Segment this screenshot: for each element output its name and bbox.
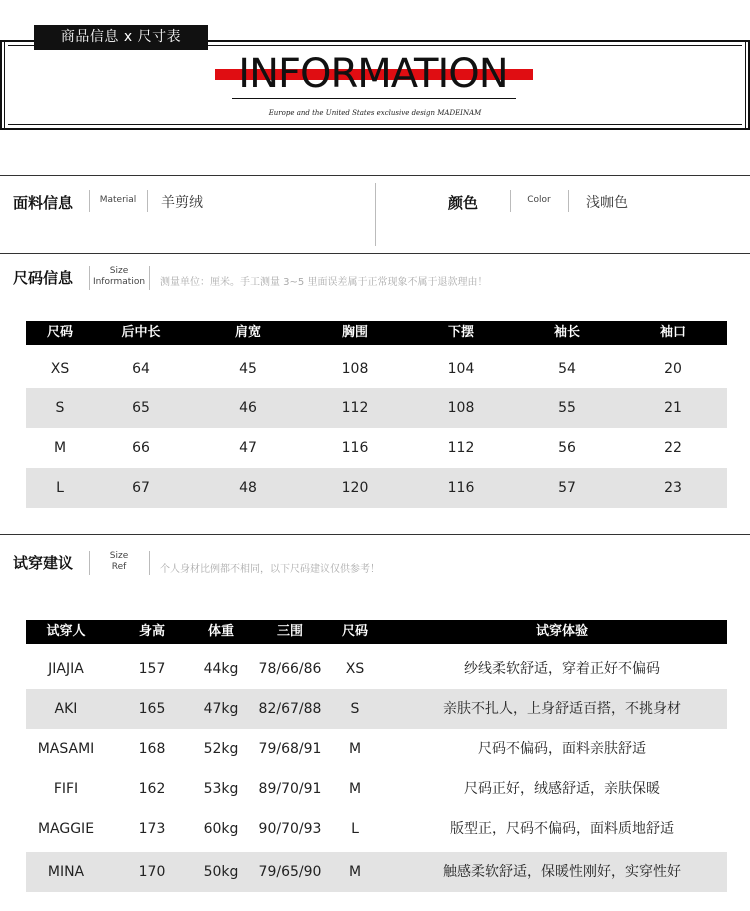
table-header xyxy=(26,321,727,345)
table-cell: S xyxy=(350,701,360,717)
table-cell: 108 xyxy=(341,361,369,377)
table-cell: 触感柔软舒适，保暖性刚好，实穿性好 xyxy=(443,864,681,880)
table-cell: 21 xyxy=(664,400,682,416)
table-cell: 亲肤不扎人，上身舒适百搭，不挑身材 xyxy=(443,701,681,717)
fit-table xyxy=(26,620,727,892)
information-title: INFORMATION xyxy=(238,51,508,97)
table-cell: 116 xyxy=(341,440,369,456)
table-cell: M xyxy=(348,864,362,880)
color-value: 浅咖色 xyxy=(586,195,628,211)
table-row xyxy=(26,349,727,389)
table-cell: 56 xyxy=(558,440,576,456)
table-cell: 48 xyxy=(239,480,257,496)
size-info-label: 尺码信息 xyxy=(13,269,74,287)
header-cell: 袖长 xyxy=(553,325,580,340)
material-separator-2 xyxy=(147,190,148,212)
table-cell: 44kg xyxy=(203,661,239,677)
frame-left-edge xyxy=(0,42,5,128)
material-value: 羊剪绒 xyxy=(161,195,203,211)
table-cell: JIAJIA xyxy=(48,661,84,677)
fit-label-en xyxy=(90,551,148,573)
table-cell: MAGGIE xyxy=(37,821,95,837)
table-cell: 79/65/90 xyxy=(258,864,322,880)
table-cell: 168 xyxy=(138,741,166,757)
fit-separator-2 xyxy=(149,551,150,575)
table-cell: 47kg xyxy=(203,701,239,717)
fit-label-en-2: Ref xyxy=(111,562,127,572)
frame-inner-bottom xyxy=(8,124,742,125)
table-cell: 23 xyxy=(664,480,682,496)
table-row xyxy=(26,468,727,508)
color-separator-1 xyxy=(510,190,511,212)
table-header xyxy=(26,620,727,644)
table-cell: M xyxy=(348,781,362,797)
table-cell: 104 xyxy=(447,361,475,377)
color-separator-2 xyxy=(568,190,569,212)
material-label: 面料信息 xyxy=(13,194,74,212)
table-cell: M xyxy=(348,741,362,757)
size-info-label-en xyxy=(90,266,148,288)
size-info-note: 测量单位：厘米。手工测量 3~5 里面误差属于正常现象不属于退款理由！ xyxy=(160,277,488,288)
table-cell: 82/67/88 xyxy=(258,701,322,717)
table-row xyxy=(26,809,727,849)
table-cell: 版型正，尺码不偏码，面料质地舒适 xyxy=(450,821,674,837)
header-cell: 胸围 xyxy=(341,325,368,340)
table-cell: 157 xyxy=(138,661,166,677)
table-row xyxy=(26,852,727,892)
table-cell: 尺码不偏码，面料亲肤舒适 xyxy=(478,741,646,757)
header-cell: 试穿人 xyxy=(46,624,86,639)
table-row xyxy=(26,729,727,769)
table-row xyxy=(26,689,727,729)
fit-label-en-1: Size xyxy=(109,551,129,561)
table-cell: 45 xyxy=(239,361,257,377)
header-cell: 尺码 xyxy=(341,624,368,639)
table-cell: L xyxy=(56,480,64,496)
section-divider-size xyxy=(0,534,750,535)
color-label: 颜色 xyxy=(448,194,479,212)
header-cell: 三围 xyxy=(276,624,303,639)
table-cell: 尺码正好，绒感舒适，亲肤保暖 xyxy=(464,781,660,797)
table-cell: 47 xyxy=(239,440,257,456)
table-cell: 55 xyxy=(558,400,576,416)
header-cell: 体重 xyxy=(207,624,234,639)
header-cell: 袖口 xyxy=(659,325,686,340)
frame-right-edge xyxy=(745,42,750,128)
table-cell: 173 xyxy=(138,821,166,837)
table-cell: 64 xyxy=(132,361,150,377)
table-cell: 20 xyxy=(664,361,682,377)
header-cell: 后中长 xyxy=(121,325,161,340)
table-cell: AKI xyxy=(54,701,78,717)
header-cell: 尺码 xyxy=(46,325,73,340)
table-cell: MINA xyxy=(47,864,85,880)
header-tagline: Europe and the United States exclusive design MADEINAM xyxy=(268,109,482,117)
size-table xyxy=(26,321,727,509)
table-cell: M xyxy=(53,440,67,456)
header-cell: 身高 xyxy=(138,624,165,639)
table-cell: 108 xyxy=(447,400,475,416)
color-label-en: Color xyxy=(527,195,551,205)
table-cell: XS xyxy=(345,661,365,677)
material-label-en: Material xyxy=(99,195,137,205)
size-info-label-en-2: Information xyxy=(92,277,146,287)
table-cell: MASAMI xyxy=(37,741,95,757)
title-underline xyxy=(232,98,516,99)
table-cell: 165 xyxy=(138,701,166,717)
table-cell: 162 xyxy=(138,781,166,797)
table-cell: 53kg xyxy=(203,781,239,797)
table-cell: 60kg xyxy=(203,821,239,837)
fit-label: 试穿建议 xyxy=(13,554,74,572)
table-cell: 120 xyxy=(341,480,369,496)
table-cell: 112 xyxy=(341,400,369,416)
size-info-label-en-1: Size xyxy=(109,266,129,276)
table-cell: XS xyxy=(50,361,70,377)
table-cell: 57 xyxy=(558,480,576,496)
table-cell: 90/70/93 xyxy=(258,821,322,837)
header-cell: 肩宽 xyxy=(234,325,261,340)
header-tag: 商品信息 x 尺寸表 xyxy=(34,25,208,50)
table-cell: L xyxy=(351,821,359,837)
table-cell: 65 xyxy=(132,400,150,416)
table-cell: 79/68/91 xyxy=(258,741,322,757)
section-divider-top xyxy=(0,175,750,176)
table-cell: 46 xyxy=(239,400,257,416)
table-row xyxy=(26,388,727,428)
section-divider-material xyxy=(0,253,750,254)
material-separator-1 xyxy=(89,190,90,212)
table-cell: 116 xyxy=(447,480,475,496)
table-cell: 67 xyxy=(132,480,150,496)
header-cell: 下摆 xyxy=(447,325,474,340)
table-cell: 50kg xyxy=(203,864,239,880)
table-cell: 52kg xyxy=(203,741,239,757)
header-cell: 试穿体验 xyxy=(535,624,588,639)
table-cell: FIFI xyxy=(53,781,79,797)
table-cell: 112 xyxy=(447,440,475,456)
fit-note: 个人身材比例都不相同，以下尺码建议仅供参考！ xyxy=(160,564,380,575)
table-row xyxy=(26,428,727,468)
table-cell: 54 xyxy=(558,361,576,377)
table-row xyxy=(26,649,727,689)
table-cell: 78/66/86 xyxy=(258,661,322,677)
center-divider xyxy=(375,183,376,246)
table-cell: S xyxy=(55,400,65,416)
table-cell: 66 xyxy=(132,440,150,456)
table-cell: 170 xyxy=(138,864,166,880)
table-row xyxy=(26,769,727,809)
table-cell: 纱线柔软舒适，穿着正好不偏码 xyxy=(464,661,660,677)
table-cell: 22 xyxy=(664,440,682,456)
size-info-separator-2 xyxy=(149,266,150,290)
table-cell: 89/70/91 xyxy=(258,781,322,797)
